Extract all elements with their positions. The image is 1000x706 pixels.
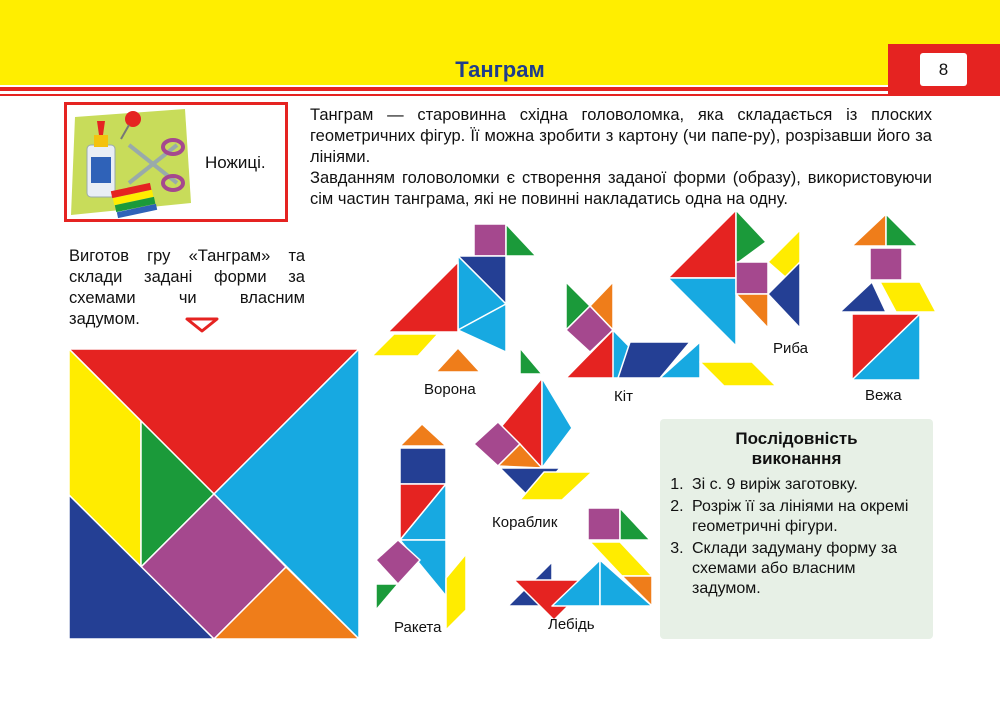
tools-label: Ножиці. — [205, 153, 266, 172]
steps-title-line2: виконання — [751, 449, 842, 468]
task-line: задумом. — [69, 310, 140, 328]
tower-label: Вежа — [865, 387, 902, 404]
steps-list — [660, 475, 933, 599]
swan-label: Лебідь — [548, 616, 595, 633]
step-item: 3. Склади задуману форму за схемами або власним задумом. — [688, 539, 925, 599]
crow-figure — [372, 224, 536, 372]
intro-paragraph-1: Танграм — старовинна східна головоломка, яка складається із плоских геометричних фігур. Її можна зробити з картону (чи папе-ру), розрізавши його за лініями. — [310, 106, 932, 166]
task-line: схемами чи власним — [69, 289, 305, 307]
tangram-square — [69, 349, 359, 639]
intro-paragraph-2: Завданням головоломки є створення заданої форми (образу), використовуючи сім частин танграма, які не повинні накладатись одна на одну. — [310, 169, 932, 208]
steps-box — [660, 419, 933, 639]
pointer-triangle-icon — [187, 319, 217, 331]
task-line: Виготов гру «Танграм» та — [69, 247, 305, 265]
page-number: 8 — [920, 53, 967, 86]
crow-label: Ворона — [424, 381, 476, 398]
fish-label: Риба — [773, 340, 808, 357]
step-item: 1. Зі с. 9 виріж заготовку. — [688, 475, 925, 495]
cat-label: Кіт — [614, 388, 633, 405]
ship-label: Кораблик — [492, 514, 558, 531]
rocket-label: Ракета — [394, 619, 442, 636]
steps-title — [660, 429, 933, 469]
step-item: 2. Розріж її за лініями на окремі геометричні фігури. — [688, 497, 925, 537]
tower-figure — [840, 214, 936, 380]
page-title: Танграм — [455, 57, 545, 82]
rocket-figure — [376, 424, 466, 630]
fish-figure — [668, 210, 800, 346]
task-line: склади задані форми за — [69, 268, 305, 286]
steps-title-line1: Послідовність — [735, 429, 858, 448]
